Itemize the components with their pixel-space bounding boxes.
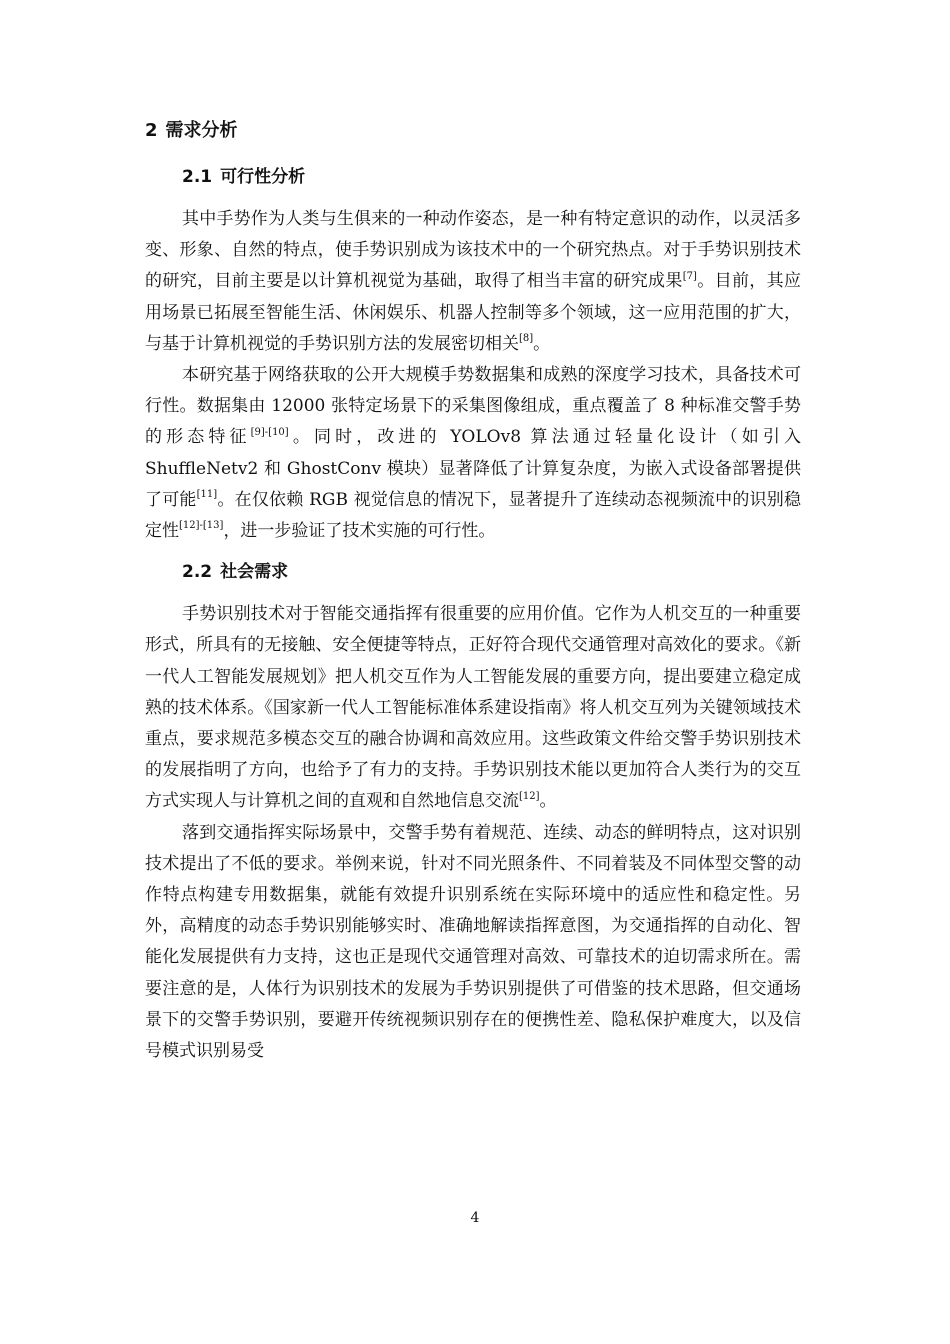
subsection-heading-2-1 [145, 162, 801, 192]
citation: [12]-[13] [179, 520, 224, 532]
text-run: 。同时，改进的 YOLOv8 算法通过轻量化设计（如引入 ShuffleNetv2 和 GhostConv 模块）显著降低了计算复杂度，为嵌入式设备部署提供了可能 [145, 427, 802, 510]
citation: [7] [682, 270, 697, 282]
text-run: ，进一步验证了技术实施的可行性。 [223, 521, 496, 542]
section-number: 2 [145, 120, 158, 141]
page-number: 4 [470, 1210, 480, 1226]
subsection-number: 2.2 [182, 562, 213, 583]
body-paragraph [145, 360, 801, 547]
page-content [145, 116, 801, 1067]
text-run: 本研究基于网络获取的公开大规模手势数据集和成熟的深度学习技术，具备技术可行性。数据集由 12000 张特定场景下的采集图像组成，重点覆盖了 8 种标准交警手势的形态特征 [145, 365, 801, 448]
text-run: 。 [539, 791, 557, 812]
text-run: 。目前，其应用场景已拓展至智能生活、休闲娱乐、机器人控制等多个领域，这一应用范围的扩大，与基于计算机视觉的手势识别方法的发展密切相关 [145, 271, 802, 354]
citation: [11] [196, 489, 218, 501]
citation: [9]-[10] [250, 426, 289, 438]
text-run: 。在仅依赖 RGB 视觉信息的情况下，显著提升了连续动态视频流中的识别稳定性 [145, 489, 801, 542]
text-run: 。 [533, 333, 551, 354]
body-paragraph [145, 204, 801, 360]
subsection-heading-2-2 [145, 557, 801, 587]
text-run: 其中手势作为人类与生俱来的一种动作姿态，是一种有特定意识的动作，以灵活多变、形象、自然的特点，使手势识别成为该技术中的一个研究热点。对于手势识别技术的研究，目前主要是以计算机视觉为基础，取得了相当丰富的研究成果 [145, 209, 801, 292]
text-run: 落到交通指挥实际场景中，交警手势有着规范、连续、动态的鲜明特点，这对识别技术提出了不低的要求。举例来说，针对不同光照条件、不同着装及不同体型交警的动作特点构建专用数据集，就能有效提升识别系统在实际环境中的适应性和稳定性。另外，高精度的动态手势识别能够实时、准确地解读指挥意图，为交通指挥的自动化、智能化发展提供有力支持，这也正是现代交通管理对高效、可靠技术的迫切需求所在。需要注意的是，人体行为识别技术的发展为手势识别提供了可借鉴的技术思路，但交通场景下的交警手势识别，要避开传统视频识别存在的便携性差、隐私保护难度大，以及信号模式识别易受 [145, 822, 801, 1062]
citation: [8] [519, 333, 534, 345]
subsection-title: 可行性分析 [220, 167, 306, 187]
text-run: 手势识别技术对于智能交通指挥有很重要的应用价值。它作为人机交互的一种重要形式，所具有的无接触、安全便捷等特点，正好符合现代交通管理对高效化的要求。《新一代人工智能发展规划》把人机交互作为人工智能发展的重要方向，提出要建立稳定成熟的技术体系。《国家新一代人工智能标准体系建设指南》将人机交互列为关键领域技术重点，要求规范多模态交互的融合协调和高效应用。这些政策文件给交警手势识别技术的发展指明了方向，也给予了有力的支持。手势识别技术能以更加符合人类行为的交互方式实现人与计算机之间的直观和自然地信息交流 [145, 604, 801, 812]
section-heading [145, 116, 801, 146]
subsection-title: 社会需求 [220, 562, 289, 583]
section-title: 需求分析 [165, 120, 238, 141]
body-paragraph [145, 818, 801, 1068]
subsection-number: 2.1 [182, 167, 213, 187]
citation: [12] [519, 790, 540, 802]
body-paragraph [145, 599, 801, 817]
